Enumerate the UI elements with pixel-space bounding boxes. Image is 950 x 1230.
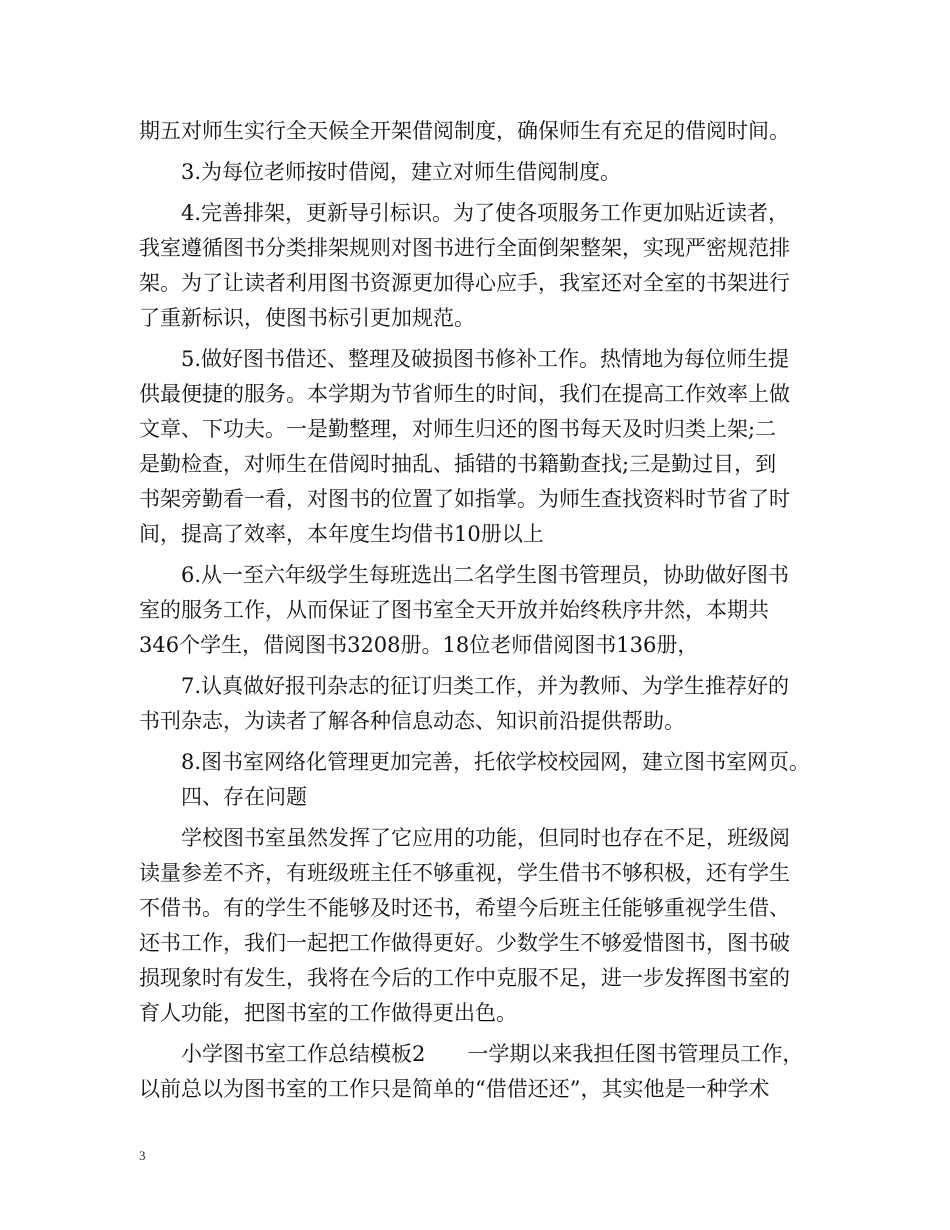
text-line: 架。为了让读者利用图书资源更加得心应手，我室还对全室的书架进行	[139, 271, 790, 295]
text-line: 5.做好图书借还、整理及破损图书修补工作。热情地为每位师生提	[181, 347, 790, 371]
section-heading: 四、存在问题	[181, 785, 307, 809]
text-line: 损现象时有发生，我将在今后的工作中克服不足，进一步发挥图书室的	[139, 966, 790, 990]
text-line: 室的服务工作，从而保证了图书室全天开放并始终秩序井然，本期共	[139, 598, 769, 622]
text-line: 间，提高了效率，本年度生均借书10册以上	[139, 522, 544, 546]
text-line: 346个学生，借阅图书3208册。18位老师借阅图书136册，	[139, 633, 699, 657]
text-line: 以前总以为图书室的工作只是简单的“借借还还”，其实他是一种学术	[139, 1077, 770, 1101]
text-line: 6.从一至六年级学生每班选出二名学生图书管理员，协助做好图书	[181, 563, 790, 587]
text-line: 期五对师生实行全天候全开架借阅制度，确保师生有充足的借阅时间。	[139, 119, 790, 143]
text-line: 读量参差不齐，有班级班主任不够重视，学生借书不够积极，还有学生	[139, 861, 790, 885]
text-line: 书架旁勤看一看，对图书的位置了如指掌。为师生查找资料时节省了时	[139, 487, 790, 511]
text-line: 文章、下功夫。一是勤整理，对师生归还的图书每天及时归类上架;二	[139, 417, 777, 441]
text-line: 供最便捷的服务。本学期为节省师生的时间，我们在提高工作效率上做	[139, 382, 790, 406]
text-line: 是勤检查，对师生在借阅时抽乱、插错的书籍勤查找;三是勤过目，到	[139, 452, 777, 476]
text-line: 小学图书室工作总结模板2 一学期以来我担任图书管理员工作，	[181, 1042, 804, 1066]
text-line: 书刊杂志，为读者了解各种信息动态、知识前沿提供帮助。	[139, 709, 685, 733]
text-line: 不借书。有的学生不能够及时还书，希望今后班主任能够重视学生借、	[139, 896, 790, 920]
text-line: 还书工作，我们一起把工作做得更好。少数学生不够爱惜图书，图书破	[139, 931, 790, 955]
text-line: 学校图书室虽然发挥了它应用的功能，但同时也存在不足，班级阅	[181, 826, 790, 850]
document-body	[139, 114, 829, 1107]
text-line: 8.图书室网络化管理更加完善，托依学校校园网，建立图书室网页。	[181, 750, 811, 774]
text-line: 育人功能，把图书室的工作做得更出色。	[139, 1001, 517, 1025]
text-line: 我室遵循图书分类排架规则对图书进行全面倒架整架，实现严密规范排	[139, 236, 790, 260]
page-number: 3	[139, 1148, 146, 1163]
text-line: 了重新标识，使图书标引更加规范。	[139, 306, 475, 330]
text-line: 7.认真做好报刊杂志的征订归类工作，并为教师、为学生推荐好的	[181, 674, 790, 698]
text-line: 3.为每位老师按时借阅，建立对师生借阅制度。	[181, 160, 622, 184]
text-line: 4.完善排架，更新导引标识。为了使各项服务工作更加贴近读者，	[181, 201, 790, 225]
